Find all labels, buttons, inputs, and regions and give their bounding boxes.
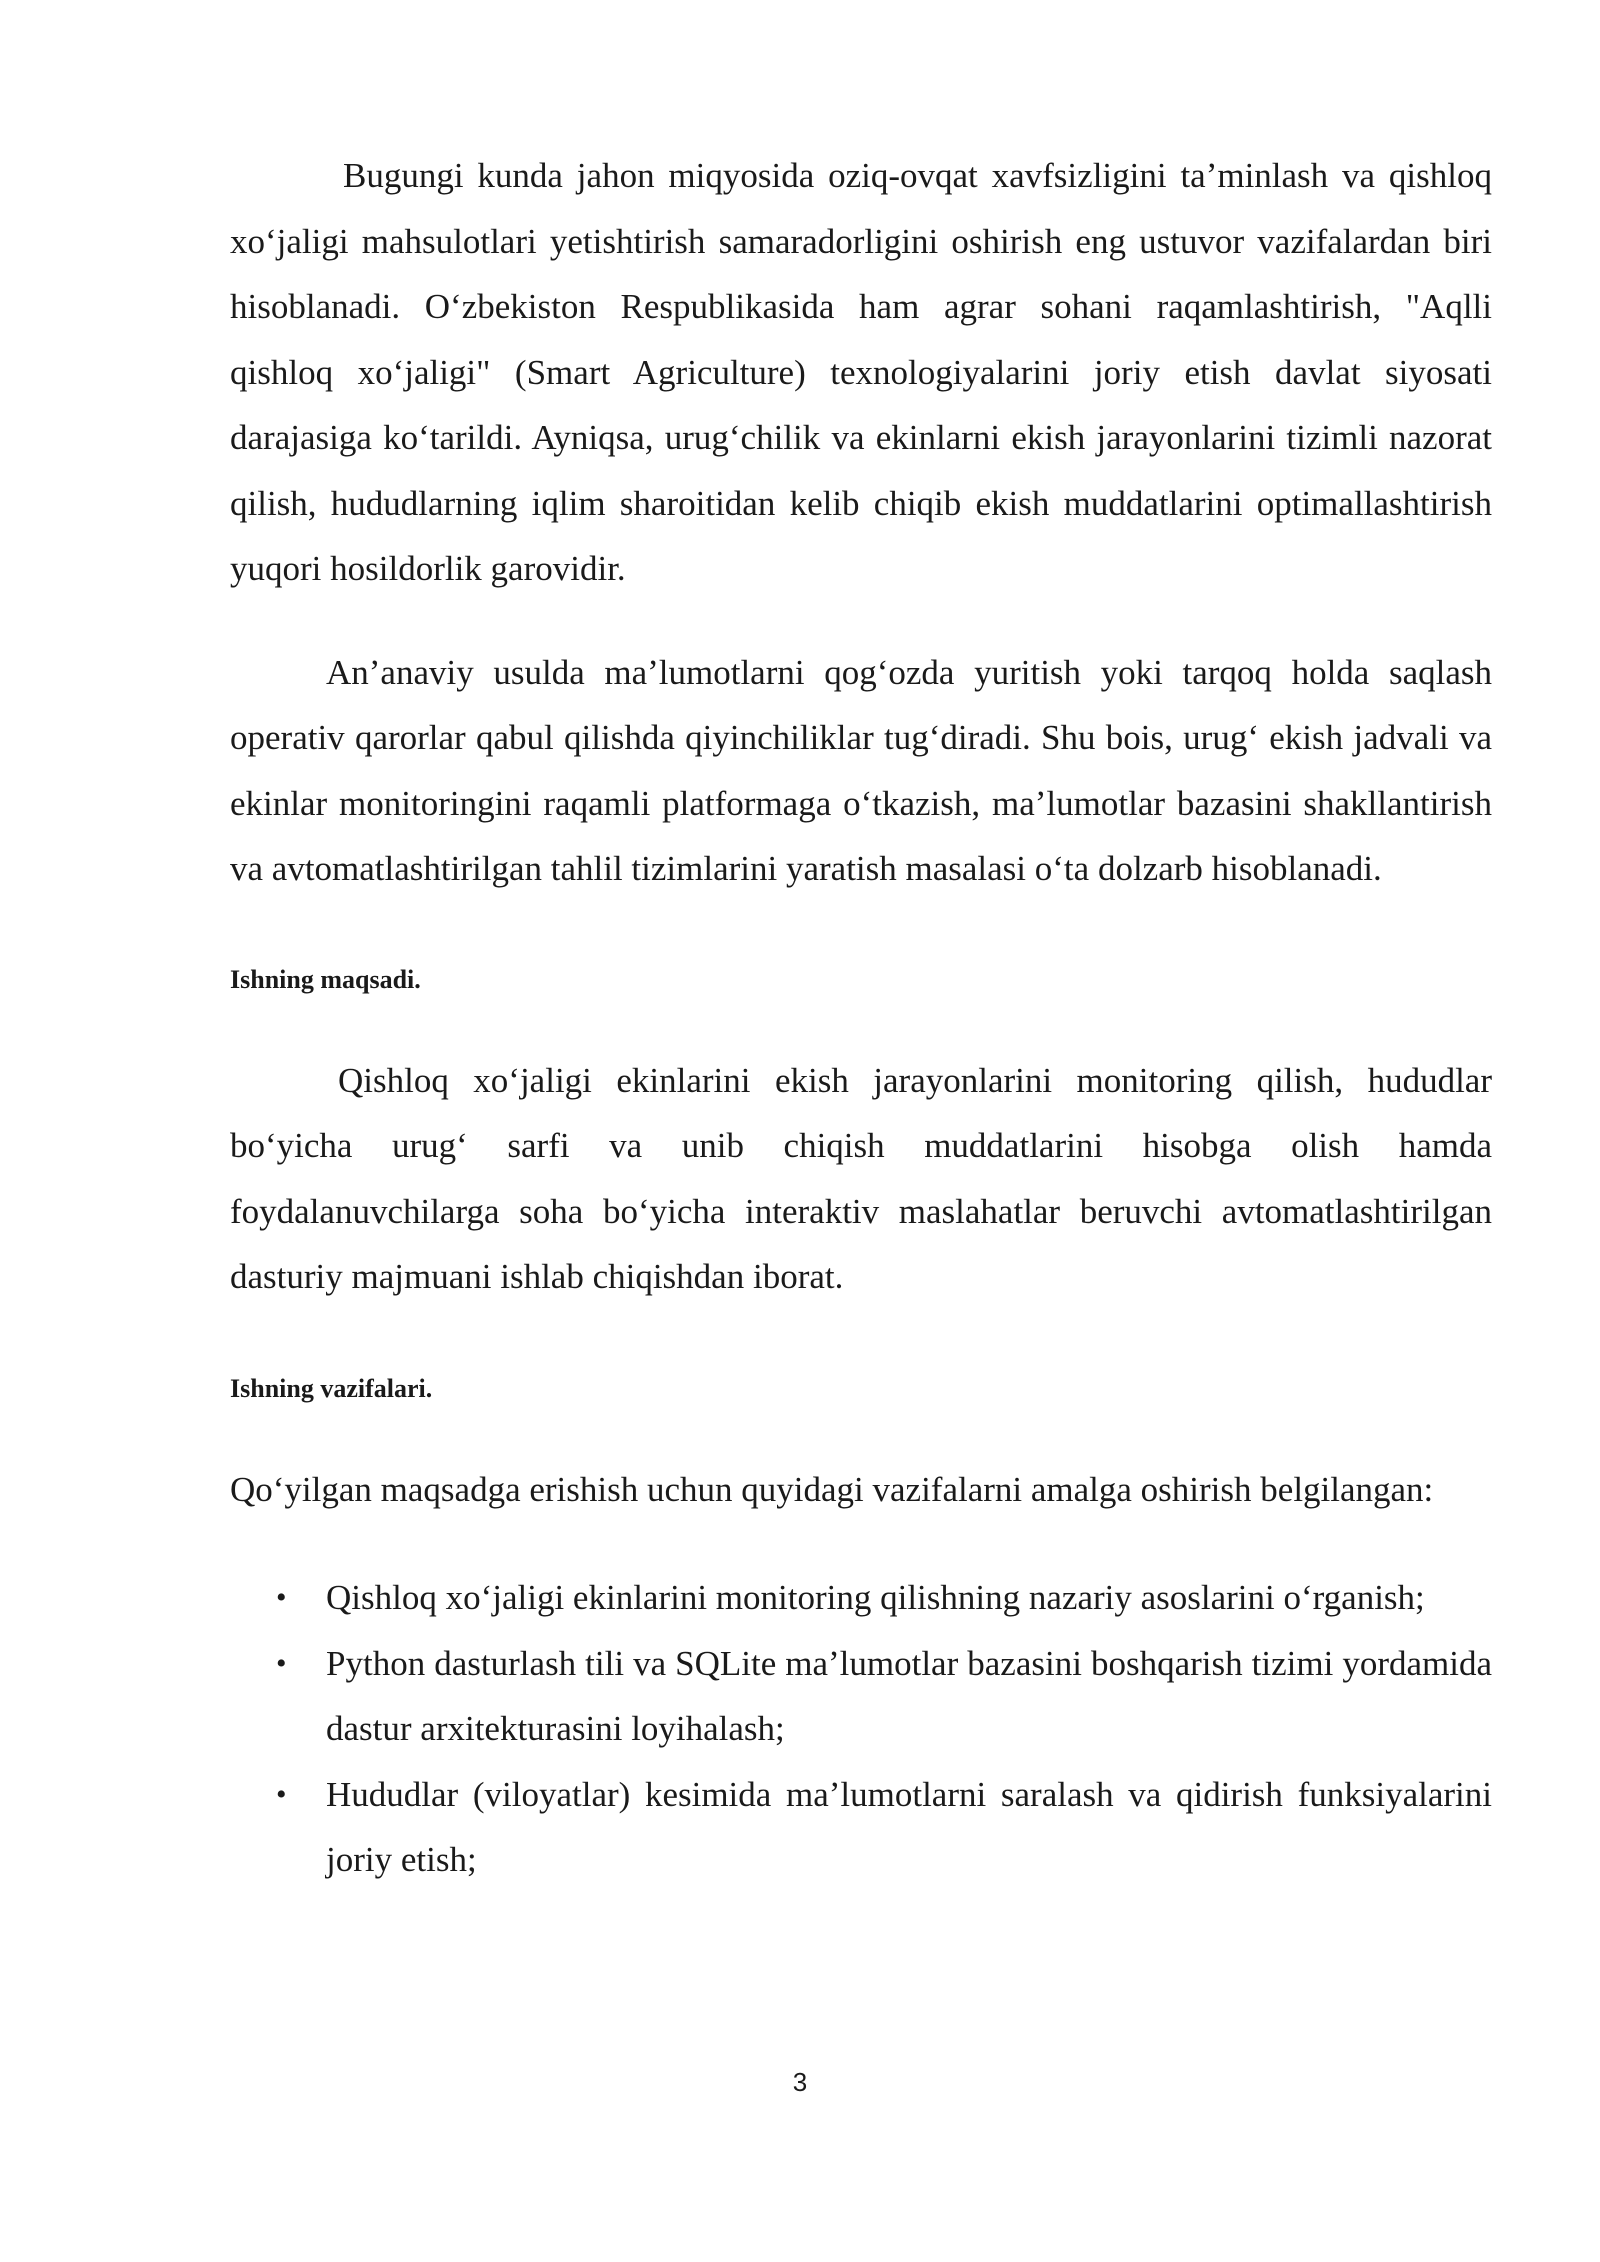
bullet-icon: • — [276, 1646, 287, 1680]
tasks-list — [230, 1565, 1492, 1893]
page-number: 3 — [792, 2067, 808, 2097]
tasks-heading: Ishning vazifalari. — [230, 1373, 433, 1403]
bullet-icon: • — [276, 1581, 287, 1614]
list-item — [230, 1631, 1492, 1762]
intro-paragraph-2: Anʼanaviy usulda maʼlumotlarni qogʻozda yuritish yoki tarqoq holda saqlash operativ qarorlar qabul qilishda qiyinchiliklar tugʻdiradi. Shu bois, urugʻ ekish jadvali va ekinlar monitoringini raqamli platformaga oʻtkazish, maʼlumotlar bazasini shakllantirish va avtomatlashtirilgan tahlil tizimlarini yaratish masalasi oʻta dolzarb hisoblanadi. — [230, 652, 1492, 888]
goal-heading: Ishning maqsadi. — [230, 964, 421, 994]
list-item-text: Hududlar (viloyatlar) kesimida maʼlumotlarni saralash va qidirish funksiyalarini joriy etish; — [326, 1774, 1492, 1879]
list-item-text: Python dasturlash tili va SQLite maʼlumotlar bazasini boshqarish tizimi yordamida dastur arxitekturasini loyihalash; — [326, 1643, 1492, 1748]
tasks-intro-paragraph: Qoʻyilgan maqsadga erishish uchun quyidagi vazifalarni amalga oshirish belgilangan: — [230, 1469, 1434, 1509]
intro-paragraph-1: Bugungi kunda jahon miqyosida oziq-ovqat xavfsizligini taʼminlash va qishloq xoʻjaligi mahsulotlari yetishtirish samaradorligini oshirish eng ustuvor vazifalardan biri hisoblanadi. Oʻzbekiston Respublikasida ham agrar sohani raqamlashtirish, "Aqlli qishloq xoʻjaligi" (Smart Agriculture) texnologiyalarini joriy etish davlat siyosati darajasiga koʻtarildi. Ayniqsa, urugʻchilik va ekinlarni ekish jarayonlarini tizimli nazorat qilish, hududlarning iqlim sharoitidan kelib chiqib ekish muddatlarini optimallashtirish yuqori hosildorlik garovidir. — [230, 156, 1492, 588]
goal-paragraph: Qishloq xoʻjaligi ekinlarini ekish jarayonlarini monitoring qilish, hududlar boʻyicha urugʻ sarfi va unib chiqish muddatlarini hisobga olish hamda foydalanuvchilarga soha boʻyicha interaktiv maslahatlar beruvchi avtomatlashtirilgan dasturiy majmuani ishlab chiqishdan iborat. — [230, 1060, 1492, 1296]
list-item-text: Qishloq xoʻjaligi ekinlarini monitoring qilishning nazariy asoslarini oʻrganish; — [326, 1578, 1425, 1617]
list-item — [230, 1762, 1492, 1893]
page-content — [230, 143, 1492, 1893]
list-item — [230, 1565, 1492, 1631]
bullet-icon: • — [276, 1777, 287, 1811]
